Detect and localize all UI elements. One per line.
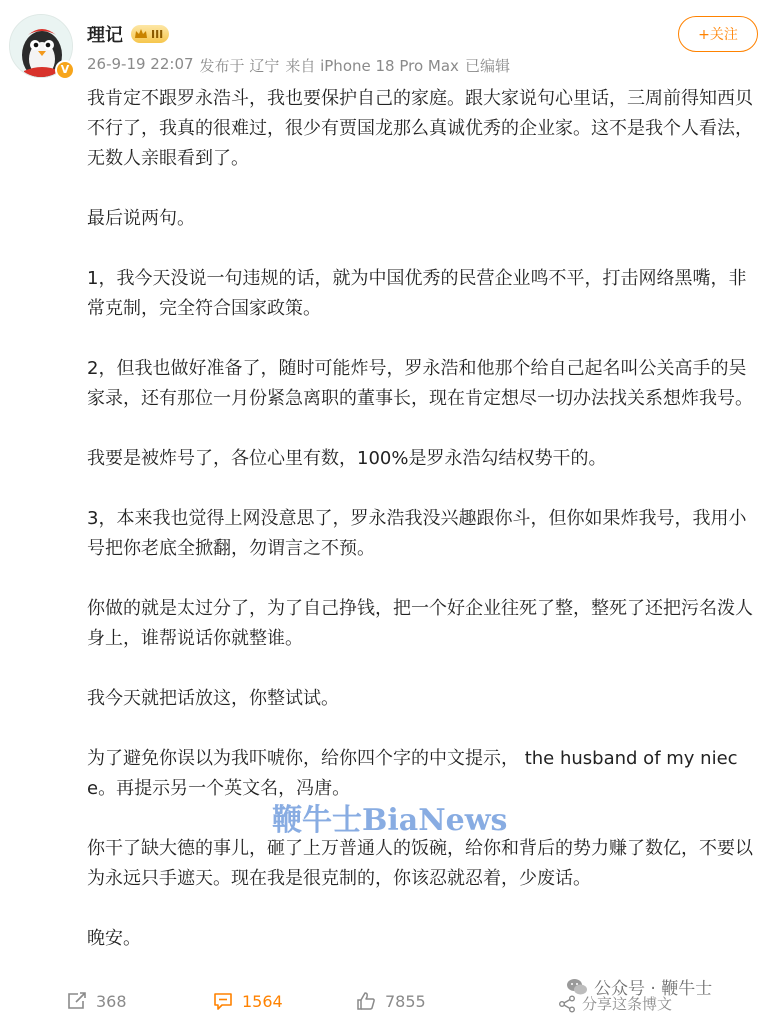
post-paragraph: 最后说两句。 [87,208,195,229]
post-content [87,84,757,954]
crown-icon [134,28,148,40]
repost-icon [66,991,88,1011]
wechat-account-label: 公众号 · 鞭牛士 [594,979,713,999]
comment-button[interactable] [212,985,283,1017]
user-name[interactable]: 理记 [87,25,123,46]
share-icon [558,995,576,1013]
post-paragraph: 2，但我也做好准备了，随时可能炸号，罗永浩和他那个给自己起名叫公关高手的吴家录，还有那位一月份紧急离职的董事长，现在肯定想尽一切办法找关系想炸我号。 [87,358,753,409]
post-paragraph: 你干了缺大德的事儿，砸了上万普通人的饭碗，给你和背后的势力赚了数亿，不要以为永远只手遮天。现在我是很克制的，你该忍就忍着，少废话。 [87,838,753,889]
repost-button[interactable] [66,985,127,1017]
post-paragraph: 晚安。 [87,928,141,949]
share-label: 分享这条博文 [582,995,673,1013]
user-name-row [87,22,169,46]
post-paragraph: 为了避免你误以为我吓唬你，给你四个字的中文提示， the husband of my niece。再提示另一个英文名，冯唐。 [87,748,738,799]
watermark: 鞭牛士BiaNews [272,803,508,838]
verified-badge-icon: V [55,60,75,80]
like-count: 7855 [385,991,426,1011]
post-paragraph: 我肯定不跟罗永浩斗，我也要保护自己的家庭。跟大家说句心里话，三周前得知西贝不行了，我真的很难过，很少有贾国龙那么真诚优秀的企业家。这不是我个人看法，无数人亲眼看到了。 [87,88,753,169]
follow-button[interactable]: +关注 [678,16,758,52]
post-timestamp[interactable]: 26-9-19 22:07 [87,55,194,73]
like-button[interactable] [355,985,426,1017]
post-paragraph: 3，本来我也觉得上网没意思了，罗永浩我没兴趣跟你斗，但你如果炸我号，我用小号把你老底全掀翻，勿谓言之不预。 [87,508,747,559]
post-location: 发布于 辽宁 [199,57,280,75]
post-paragraph: 你做的就是太过分了，为了自己挣钱，把一个好企业往死了整，整死了还把污名泼人身上，谁帮说话你就整谁。 [87,598,753,649]
post-paragraph: 1，我今天没说一句违规的话，就为中国优秀的民营企业鸣不平，打击网络黑嘴，非常克制，完全符合国家政策。 [87,268,747,319]
avatar[interactable] [9,14,77,82]
comment-icon [212,991,234,1011]
share-button[interactable] [558,993,672,1014]
level-badge[interactable] [131,25,169,43]
post-meta [87,55,510,76]
post-paragraph: 我要是被炸号了，各位心里有数，100%是罗永浩勾结权势干的。 [87,448,607,469]
level-badge-text: III [151,27,164,41]
thumbs-up-icon [355,991,377,1011]
post-edited[interactable]: 已编辑 [464,57,510,75]
post-device: 来自 iPhone 18 Pro Max [285,57,459,75]
post-paragraph: 我今天就把话放这，你整试试。 [87,688,339,709]
comment-count: 1564 [242,991,283,1011]
repost-count: 368 [96,991,127,1011]
